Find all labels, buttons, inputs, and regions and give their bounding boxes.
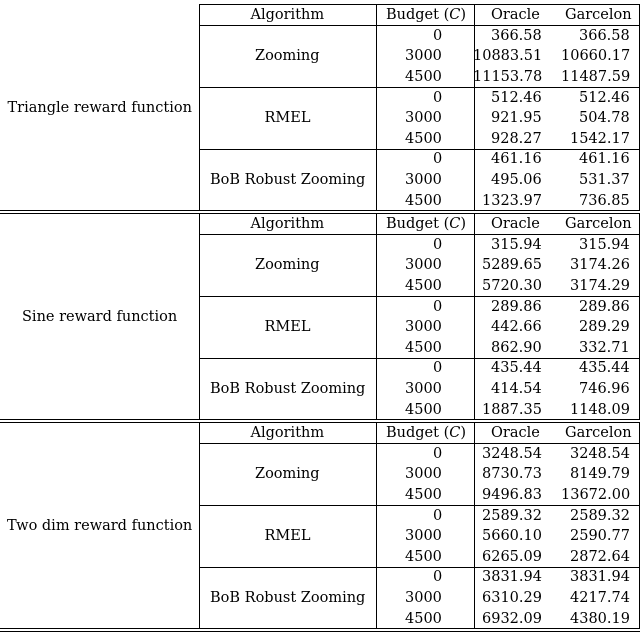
garcelon-value: 2872.64 (570, 548, 630, 565)
header-garcelon: Garcelon (565, 425, 632, 441)
garcelon-value: 3248.54 (570, 445, 630, 462)
oracle-value: 9496.83 (482, 487, 542, 503)
column-rule (376, 4, 377, 210)
header-algorithm: Algorithm (250, 216, 325, 232)
algorithm-name: Zooming (255, 48, 320, 65)
column-rule (199, 213, 200, 419)
oracle-value: 366.58 (491, 27, 542, 44)
oracle-value: 5289.65 (482, 257, 542, 274)
garcelon-value: 289.29 (579, 319, 630, 336)
garcelon-value: 736.85 (579, 192, 630, 209)
group-rule (199, 296, 640, 297)
reward-function-label: Triangle reward function (7, 99, 192, 116)
algorithm-name: Zooming (255, 257, 320, 274)
reward-function-label: Two dim reward function (7, 517, 193, 534)
budget-value: 4500 (405, 69, 442, 85)
header-oracle: Oracle (491, 7, 540, 23)
budget-value: 4500 (405, 487, 442, 503)
garcelon-value: 366.58 (579, 27, 630, 44)
column-rule (376, 213, 377, 419)
header-oracle: Oracle (491, 425, 540, 441)
algorithm-name: RMEL (264, 110, 311, 127)
algorithm-name: RMEL (264, 319, 311, 336)
garcelon-value: 11487.59 (561, 69, 631, 85)
oracle-value: 495.06 (491, 172, 542, 188)
garcelon-value: 4380.19 (570, 610, 630, 627)
budget-value: 4500 (405, 278, 442, 294)
budget-value: 4500 (405, 192, 442, 209)
garcelon-value: 461.16 (579, 151, 630, 168)
oracle-value: 3248.54 (482, 445, 542, 462)
budget-value: 0 (433, 507, 443, 524)
garcelon-value: 10660.17 (561, 48, 631, 65)
budget-value: 3000 (405, 110, 442, 127)
header-budget: Budget (C) (386, 425, 467, 441)
oracle-value: 6265.09 (482, 548, 542, 565)
oracle-value: 5660.10 (482, 528, 542, 545)
header-algorithm: Algorithm (250, 425, 325, 441)
header-rule (199, 443, 640, 444)
header-algorithm: Algorithm (250, 7, 325, 23)
budget-value: 0 (433, 360, 443, 377)
group-rule (199, 358, 640, 359)
oracle-value: 289.86 (491, 298, 542, 315)
garcelon-value: 2590.77 (570, 528, 630, 545)
algorithm-name: RMEL (264, 528, 311, 545)
oracle-value: 862.90 (491, 339, 542, 356)
garcelon-value: 315.94 (579, 236, 630, 253)
budget-value: 4500 (405, 610, 442, 627)
oracle-value: 6932.09 (482, 610, 542, 627)
oracle-value: 5720.30 (482, 278, 542, 294)
budget-value: 3000 (405, 528, 442, 545)
column-rule (199, 4, 200, 210)
oracle-value: 10883.51 (473, 48, 543, 65)
garcelon-value: 3174.29 (570, 278, 630, 294)
oracle-value: 414.54 (491, 381, 542, 397)
budget-value: 4500 (405, 130, 442, 147)
column-rule (199, 422, 200, 628)
budget-value: 0 (433, 89, 443, 106)
garcelon-value: 435.44 (579, 360, 630, 377)
group-rule (199, 87, 640, 88)
garcelon-value: 504.78 (579, 110, 630, 127)
oracle-value: 435.44 (491, 360, 542, 377)
budget-value: 4500 (405, 339, 442, 356)
budget-value: 0 (433, 445, 443, 462)
oracle-value: 928.27 (491, 130, 542, 147)
oracle-value: 6310.29 (482, 590, 542, 606)
budget-value: 3000 (405, 381, 442, 397)
group-rule (199, 567, 640, 568)
group-rule (199, 149, 640, 150)
garcelon-value: 512.46 (579, 89, 630, 106)
header-budget: Budget (C) (386, 7, 467, 23)
garcelon-value: 3831.94 (570, 569, 630, 586)
algorithm-name: BoB Robust Zooming (210, 590, 366, 606)
column-rule (474, 4, 475, 210)
reward-function-label: Sine reward function (22, 308, 178, 325)
budget-value: 4500 (405, 548, 442, 565)
garcelon-value: 746.96 (579, 381, 630, 397)
algorithm-name: Zooming (255, 466, 320, 483)
garcelon-value: 1148.09 (570, 401, 630, 418)
garcelon-value: 332.71 (579, 339, 630, 356)
block-separator-rule (0, 213, 640, 214)
algorithm-name: BoB Robust Zooming (210, 172, 366, 188)
budget-value: 3000 (405, 466, 442, 483)
budget-value: 0 (433, 569, 443, 586)
block-separator-rule (0, 422, 640, 423)
garcelon-value: 2589.32 (570, 507, 630, 524)
block-separator-rule (0, 210, 640, 211)
oracle-value: 315.94 (491, 236, 542, 253)
header-oracle: Oracle (491, 216, 540, 232)
budget-value: 3000 (405, 319, 442, 336)
garcelon-value: 289.86 (579, 298, 630, 315)
header-garcelon: Garcelon (565, 7, 632, 23)
oracle-value: 2589.32 (482, 507, 542, 524)
budget-value: 4500 (405, 401, 442, 418)
column-rule (474, 213, 475, 419)
header-budget: Budget (C) (386, 216, 467, 232)
budget-value: 0 (433, 236, 443, 253)
header-rule (199, 234, 640, 235)
block-top-rule (199, 4, 640, 5)
budget-value: 0 (433, 151, 443, 168)
garcelon-value: 1542.17 (570, 130, 630, 147)
oracle-value: 921.95 (491, 110, 542, 127)
oracle-value: 442.66 (491, 319, 542, 336)
header-rule (199, 25, 640, 26)
garcelon-value: 4217.74 (570, 590, 630, 606)
oracle-value: 11153.78 (473, 69, 543, 85)
block-separator-rule (0, 419, 640, 420)
budget-value: 0 (433, 27, 443, 44)
oracle-value: 1887.35 (482, 401, 542, 418)
oracle-value: 8730.73 (482, 466, 542, 483)
header-garcelon: Garcelon (565, 216, 632, 232)
group-rule (199, 505, 640, 506)
budget-value: 0 (433, 298, 443, 315)
budget-value: 3000 (405, 257, 442, 274)
algorithm-name: BoB Robust Zooming (210, 381, 366, 397)
oracle-value: 1323.97 (482, 192, 542, 209)
budget-value: 3000 (405, 172, 442, 188)
garcelon-value: 531.37 (579, 172, 630, 188)
table-bottom-rule (0, 631, 640, 632)
garcelon-value: 8149.79 (570, 466, 630, 483)
oracle-value: 3831.94 (482, 569, 542, 586)
column-rule (474, 422, 475, 628)
oracle-value: 512.46 (491, 89, 542, 106)
budget-value: 3000 (405, 590, 442, 606)
table-bottom-rule (0, 628, 640, 629)
garcelon-value: 3174.26 (570, 257, 630, 274)
budget-value: 3000 (405, 48, 442, 65)
oracle-value: 461.16 (491, 151, 542, 168)
garcelon-value: 13672.00 (561, 487, 631, 503)
column-rule (376, 422, 377, 628)
